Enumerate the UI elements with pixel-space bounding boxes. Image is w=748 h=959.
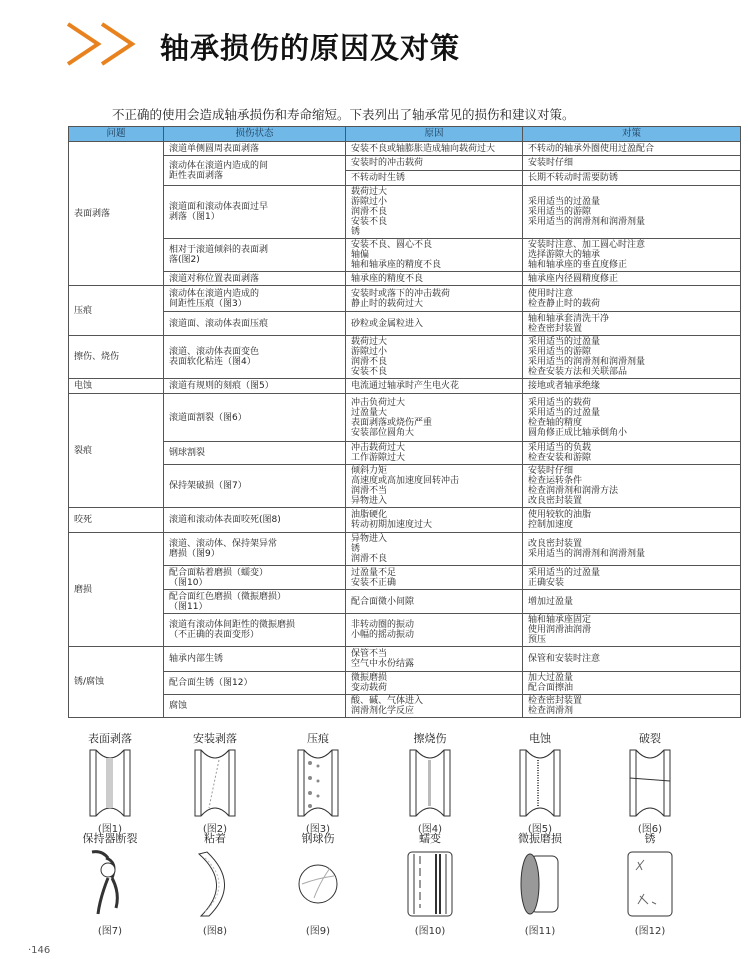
table-row (69, 695, 741, 718)
damage-state-cell: 配合面生锈（图12） (164, 672, 346, 695)
cause-cell: 安装时的冲击载荷 (346, 156, 523, 171)
table-row (69, 672, 741, 695)
cause-cell: 保管不当 空气中水份结露 (346, 647, 523, 672)
cause-cell: 轴承座的精度不良 (346, 272, 523, 286)
figure-caption: (图3) (305, 824, 331, 835)
page-number-fragment: ·146 (28, 945, 51, 956)
table-row (69, 239, 741, 272)
page-title: 轴承损伤的原因及对策 (160, 31, 461, 65)
measure-cell: 改良密封装置 采用适当的润滑剂和润滑剂量 (523, 533, 741, 566)
cause-cell: 异物进入 锈 润滑不良 (346, 533, 523, 566)
figure-11 (485, 830, 595, 937)
damage-state-cell: 滚道面割裂（图6） (164, 394, 346, 442)
table-row (69, 336, 741, 379)
damage-state-cell: 滚道对称位置表面剥落 (164, 272, 346, 286)
damage-state-cell: 滚道、滚动体、保持架异常 磨损（图9） (164, 533, 346, 566)
header-problem: 问题 (69, 127, 164, 142)
cause-cell: 非转动圈的振动 小幅的摇动振动 (346, 614, 523, 647)
figure-12 (595, 830, 705, 937)
cause-cell: 冲击载荷过大 工作游隙过大 (346, 442, 523, 465)
figure-3 (263, 730, 373, 835)
damage-state-cell: 保持架破损（图7） (164, 465, 346, 508)
figure-label: 擦烧伤 (413, 732, 447, 745)
seizure-arc-icon (160, 848, 270, 920)
figure-caption: (图10) (414, 926, 446, 937)
cause-cell: 载荷过大 游隙过小 润滑不良 安装不良 锈 (346, 186, 523, 239)
figure-label: 微振磨损 (518, 832, 562, 845)
damage-state-cell: 滚道有滚动体间距性的微振磨损 （不正确的表面变形） (164, 614, 346, 647)
table-row (69, 286, 741, 312)
damage-table (68, 126, 741, 718)
raceway-smearing-icon (375, 748, 485, 818)
raceway-flaking-icon (55, 748, 165, 818)
figure-label: 粘着 (204, 832, 226, 845)
problem-cell: 锈/腐蚀 (69, 647, 164, 718)
measure-cell: 检查密封装置 检查润滑剂 (523, 695, 741, 718)
cause-cell: 安装不良、圆心不良 轴偏 轴和轴承座的精度不良 (346, 239, 523, 272)
figure-10 (375, 830, 485, 937)
figure-caption: (图12) (634, 926, 666, 937)
measure-cell: 增加过盈量 (523, 590, 741, 614)
measure-cell: 使用时注意 检查静止时的载荷 (523, 286, 741, 312)
measure-cell: 轴和轴承座固定 使用润滑油润滑 预压 (523, 614, 741, 647)
table-row (69, 590, 741, 614)
cause-cell: 微振磨损 变动载荷 (346, 672, 523, 695)
table-row (69, 566, 741, 590)
figure-label: 钢球伤 (301, 832, 335, 845)
damaged-ball-icon (263, 848, 373, 920)
damage-state-cell: 滚道、滚动体表面变色 表面软化粘连（图4） (164, 336, 346, 379)
figure-5 (485, 730, 595, 835)
measure-cell: 安装时仔细 (523, 156, 741, 171)
problem-cell: 擦伤、烧伤 (69, 336, 164, 379)
cause-cell: 过盈量不足 安装不正确 (346, 566, 523, 590)
table-row (69, 272, 741, 286)
figure-label: 安装剥落 (193, 732, 237, 745)
problem-cell: 咬死 (69, 508, 164, 533)
figure-8 (160, 830, 270, 937)
figure-label: 破裂 (639, 732, 661, 745)
table-row (69, 508, 741, 533)
cause-cell: 载荷过大 游隙过小 润滑不良 安装不良 (346, 336, 523, 379)
damage-state-cell: 腐蚀 (164, 695, 346, 718)
figure-6 (595, 730, 705, 835)
cause-cell: 不转动时生锈 (346, 171, 523, 186)
figure-caption: (图9) (305, 926, 331, 937)
measure-cell: 轴承座内径圆精度修正 (523, 272, 741, 286)
figure-label: 蠕变 (419, 832, 441, 845)
problem-cell: 表面剥落 (69, 142, 164, 286)
problem-cell: 电蚀 (69, 379, 164, 394)
creep-ring-icon (375, 848, 485, 920)
header-state: 损伤状态 (164, 127, 346, 142)
figure-caption: (图7) (97, 926, 123, 937)
table-row (69, 394, 741, 442)
measure-cell: 采用适当的负载 检查安装和游隙 (523, 442, 741, 465)
damage-state-cell: 滚道单侧圆周表面剥落 (164, 142, 346, 156)
figure-4 (375, 730, 485, 835)
figure-label: 压痕 (307, 732, 329, 745)
figure-label: 保持器断裂 (82, 832, 138, 845)
cause-cell: 安装时或落下的冲击载荷 静止时的载荷过大 (346, 286, 523, 312)
table-row (69, 465, 741, 508)
broken-cage-icon (55, 848, 165, 920)
measure-cell: 长期不转动时需要防锈 (523, 171, 741, 186)
measure-cell: 不转动的轴承外圈使用过盈配合 (523, 142, 741, 156)
figure-1 (55, 730, 165, 835)
cause-cell: 油脂硬化 转动初期加速度过大 (346, 508, 523, 533)
problem-cell: 压痕 (69, 286, 164, 336)
figure-caption: (图4) (417, 824, 443, 835)
rust-ring-icon (595, 848, 705, 920)
cause-cell: 酸、碱、气体进入 润滑剂化学反应 (346, 695, 523, 718)
raceway-crack-icon (595, 748, 705, 818)
measure-cell: 接地或者轴承绝缘 (523, 379, 741, 394)
damage-state-cell: 相对于滚道倾斜的表面剥 落(图2) (164, 239, 346, 272)
damage-state-cell: 轴承内部生锈 (164, 647, 346, 672)
figure-caption: (图8) (202, 926, 228, 937)
figure-label: 表面剥落 (88, 732, 132, 745)
table-row (69, 142, 741, 156)
measure-cell: 安装时仔细 检查运转条件 检查润滑剂和润滑方法 改良密封装置 (523, 465, 741, 508)
measure-cell: 安装时注意、加工圆心时注意 选择游隙大的轴承 轴和轴承座的垂直度修正 (523, 239, 741, 272)
cause-cell: 冲击负荷过大 过盈量大 表面剥落或烧伤严重 安装部位圆角大 (346, 394, 523, 442)
cause-cell: 配合面微小间隙 (346, 590, 523, 614)
table-row (69, 647, 741, 672)
figure-caption: (图11) (524, 926, 556, 937)
damage-state-cell: 滚道有规则的刻痕（图5） (164, 379, 346, 394)
header-cause: 原因 (346, 127, 523, 142)
measure-cell: 采用适当的过盈量 采用适当的游隙 采用适当的润滑剂和润滑剂量 检查安装方法和关联部品 (523, 336, 741, 379)
measure-cell: 使用较软的油脂 控制加速度 (523, 508, 741, 533)
figure-label: 锈 (644, 832, 656, 845)
problem-cell: 磨损 (69, 533, 164, 647)
table-row (69, 379, 741, 394)
cause-cell: 电流通过轴承时产生电火花 (346, 379, 523, 394)
damage-state-cell: 钢球割裂 (164, 442, 346, 465)
damage-state-cell: 滚道面、滚动体表面压痕 (164, 312, 346, 336)
cause-cell: 安装不良或轴膨胀造成轴向载荷过大 (346, 142, 523, 156)
table-header-row (69, 127, 741, 142)
intro-text: 不正确的使用会造成轴承损伤和寿命缩短。下表列出了轴承常见的损伤和建议对策。 (112, 107, 575, 122)
raceway-electric-pitting-icon (485, 748, 595, 818)
measure-cell: 采用适当的载荷 采用适当的过盈量 检查轴的精度 圆角修正成比轴承倒角小 (523, 394, 741, 442)
figure-caption: (图6) (637, 824, 663, 835)
damage-state-cell: 配合面粘着磨损（蠕变） （图10） (164, 566, 346, 590)
figure-7 (55, 830, 165, 937)
damage-state-cell: 滚道面和滚动体表面过早 剥落（图1） (164, 186, 346, 239)
measure-cell: 加大过盈量 配合面擦油 (523, 672, 741, 695)
damage-state-cell: 滚动体在滚道内造成的 间距性压痕（图3） (164, 286, 346, 312)
figure-caption: (图2) (202, 824, 228, 835)
table-row (69, 156, 741, 171)
measure-cell: 采用适当的过盈量 正确安装 (523, 566, 741, 590)
figure-caption: (图1) (97, 824, 123, 835)
table-row (69, 533, 741, 566)
measure-cell: 保管和安装时注意 (523, 647, 741, 672)
cause-cell: 砂粒或金属粒进入 (346, 312, 523, 336)
measure-cell: 采用适当的过盈量 采用适当的游隙 采用适当的润滑剂和润滑剂量 (523, 186, 741, 239)
table-row (69, 614, 741, 647)
table-row (69, 186, 741, 239)
cause-cell: 倾斜力矩 高速度或高加速度回转冲击 润滑不当 异物进入 (346, 465, 523, 508)
figure-label: 电蚀 (529, 732, 551, 745)
fretting-ring-icon (485, 848, 595, 920)
figure-2 (160, 730, 270, 835)
raceway-diagonal-flaking-icon (160, 748, 270, 818)
damage-state-cell: 滚道和滚动体表面咬死(图8) (164, 508, 346, 533)
table-row (69, 312, 741, 336)
figure-caption: (图5) (527, 824, 553, 835)
table-row (69, 442, 741, 465)
problem-cell: 裂痕 (69, 394, 164, 508)
damage-state-cell: 配合面红色磨损（微振磨损） （图11） (164, 590, 346, 614)
raceway-indentation-icon (263, 748, 373, 818)
measure-cell: 轴和轴承套清洗干净 检查密封装置 (523, 312, 741, 336)
damage-state-cell: 滚动体在滚道内造成的间 距性表面剥落 (164, 156, 346, 186)
header-measure: 对策 (523, 127, 741, 142)
double-chevron-icon (66, 22, 146, 66)
figure-9 (263, 830, 373, 937)
